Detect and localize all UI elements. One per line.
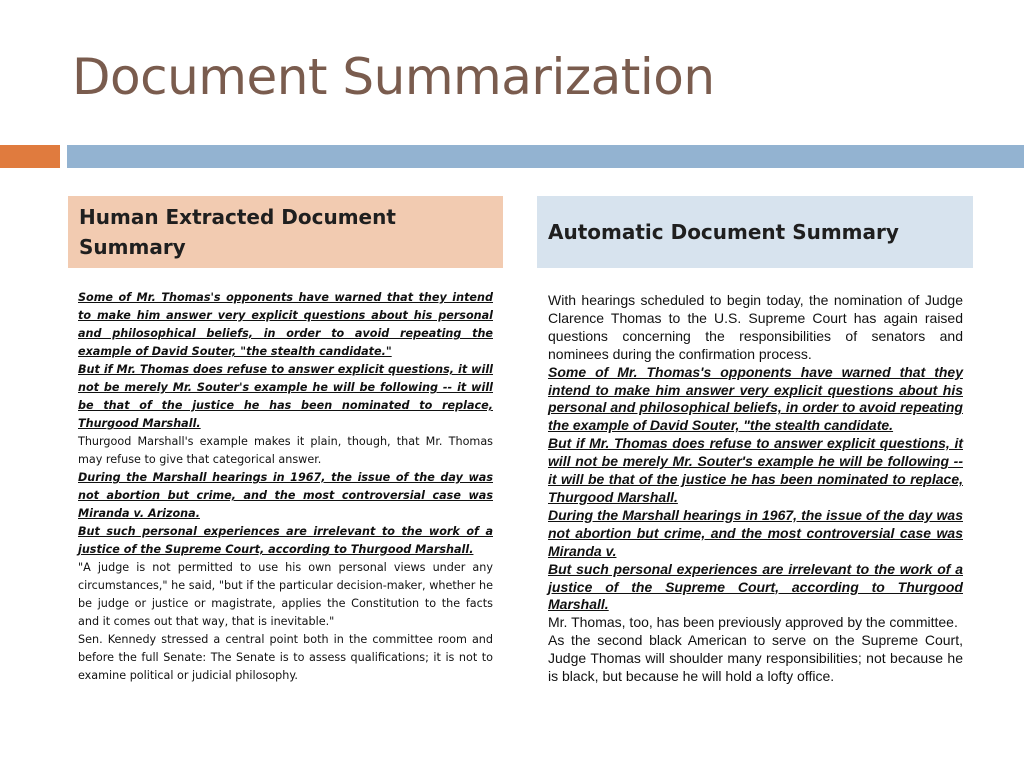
automatic-summary-heading: Automatic Document Summary bbox=[548, 220, 899, 244]
summary-sentence: Mr. Thomas, too, has been previously approved by the committee. bbox=[548, 614, 958, 631]
summary-sentence: Sen. Kennedy stressed a central point both in the committee room and before the full Senate: The Senate is to assess qualifications; it is not to examine political or judicial philosophy. bbox=[78, 633, 493, 682]
summary-sentence: As the second black American to serve on the Supreme Court, Judge Thomas will shoulder many responsibilities; not because he is black, but because he will hold a lofty office. bbox=[548, 632, 963, 685]
summary-sentence: Some of Mr. Thomas's opponents have warned that they intend to make him answer very explicit questions about his personal and philosophical beliefs, in order to avoid repeating the example of David Souter, "the stealth candidate. bbox=[548, 363, 963, 434]
summary-sentence: But if Mr. Thomas does refuse to answer explicit questions, it will not be merely Mr. Souter's example he will be following -- it will be that of the justice he has been nominated to replace, Thurgood Marshall. bbox=[78, 363, 493, 430]
summary-sentence: But if Mr. Thomas does refuse to answer explicit questions, it will not be merely Mr. Souter's example he will be following -- it will be that of the justice he has been nominated to replace, Thurgood Marshall. bbox=[548, 435, 963, 505]
human-summary-header bbox=[68, 196, 503, 268]
summary-sentence: But such personal experiences are irrelevant to the work of a justice of the Supreme Court, according to Thurgood Marshall. bbox=[78, 525, 493, 556]
summary-sentence: During the Marshall hearings in 1967, the issue of the day was not abortion but crime, and the most controversial case was Miranda v. bbox=[548, 506, 963, 559]
summary-sentence: Thurgood Marshall's example makes it plain, though, that Mr. Thomas may refuse to give that categorical answer. bbox=[78, 435, 493, 466]
summary-sentence: During the Marshall hearings in 1967, the issue of the day was not abortion but crime, and the most controversial case was Miranda v. Arizona. bbox=[78, 471, 493, 520]
automatic-summary-header bbox=[537, 196, 973, 268]
automatic-summary-body bbox=[548, 292, 963, 686]
human-summary-body bbox=[78, 289, 493, 685]
summary-sentence: But such personal experiences are irrelevant to the work of a justice of the Supreme Court, according to Thurgood Marshall. bbox=[548, 560, 963, 613]
summary-sentence: With hearings scheduled to begin today, the nomination of Judge Clarence Thomas to the U.S. Supreme Court has again raised questions concerning the responsibilities of senators and nominees during the confirmation process. bbox=[548, 292, 963, 362]
accent-bar-orange bbox=[0, 145, 60, 168]
slide-title: Document Summarization bbox=[72, 48, 715, 106]
accent-bar-blue bbox=[67, 145, 1024, 168]
summary-sentence: Some of Mr. Thomas's opponents have warned that they intend to make him answer very explicit questions about his personal and philosophical beliefs, in order to avoid repeating the example of David Souter, "the stealth candidate." bbox=[78, 291, 493, 358]
summary-sentence: "A judge is not permitted to use his own personal views under any circumstances," he said, "but if the particular decision-maker, whether he be judge or justice or magistrate, applies the Constitution to the facts and it comes out that way, that is inevitable." bbox=[78, 561, 493, 628]
human-summary-heading: Human Extracted Document Summary bbox=[79, 205, 396, 259]
